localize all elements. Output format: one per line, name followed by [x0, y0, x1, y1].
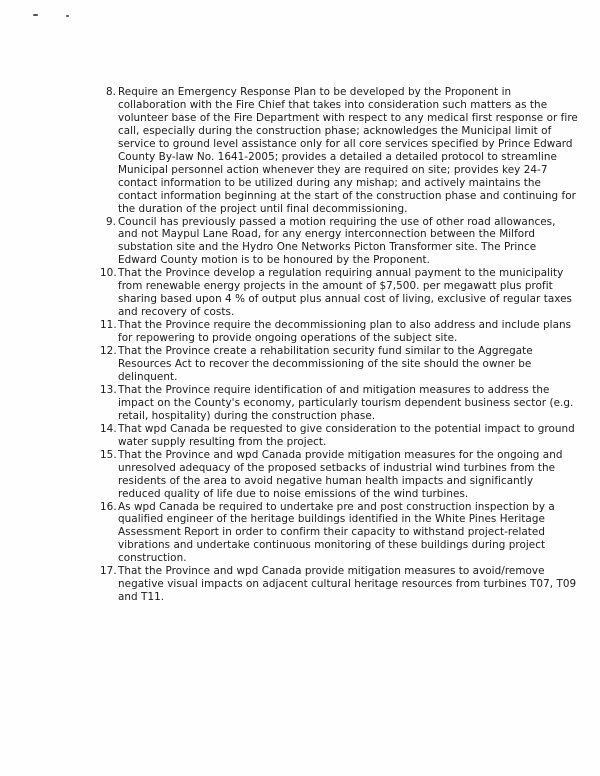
item-text: That the Province and wpd Canada provide mitigation measures to avoid/remove negative visual impacts on adjacent cultural heritage resources from turbines T07, T09 and T11. [118, 565, 577, 604]
item-number: 10. [100, 267, 117, 280]
item-text: Council has previously passed a motion requiring the use of other road allowances, and not Maypul Lane Road, for any energy interconnection between the Milford substation site and the Hydro One Networks Picton Transformer site. The Prince Edward County motion is to be honoured by the Proponent. [118, 215, 556, 267]
item-number: 15. [100, 448, 117, 461]
item-text: That the Province require the decommissioning plan to also address and include plans for repowering to provide ongoing operations of the subject site. [118, 319, 572, 345]
list-item [100, 384, 578, 423]
item-text: As wpd Canada be required to undertake pre and post construction inspection by a qualified engineer of the heritage buildings identified in the White Pines Heritage Assessment Report in order to confirm their capacity to withstand project-related vibrations and undertake continuous monitoring of these buildings during project construction. [118, 500, 555, 565]
list-item [100, 216, 578, 268]
item-number: 8. [106, 86, 117, 98]
item-number: 9. [106, 215, 117, 228]
list-item [100, 345, 578, 384]
scan-mark [66, 15, 69, 17]
scan-mark [33, 14, 38, 16]
item-number: 16. [100, 500, 117, 513]
list-item [100, 449, 578, 501]
item-number: 13. [100, 383, 117, 396]
item-text: That the Province and wpd Canada provide mitigation measures for the ongoing and unresolved adequacy of the proposed setbacks of industrial wind turbines from the residents of the area to avoid negative human health impacts and significantly reduced quality of life due to noise emissions of the wind turbines. [118, 448, 563, 500]
item-number: 14. [100, 422, 117, 435]
list-item [100, 501, 578, 566]
item-text: That the Province develop a regulation requiring annual payment to the municipality from renewable energy projects in the amount of $7,500. per megawatt plus profit sharing based upon 4 % of output plus annual cost of living, exclusive of regular taxes and recovery of costs. [118, 267, 573, 319]
list-item [100, 423, 578, 449]
list-item [100, 565, 578, 604]
list-item [100, 319, 578, 345]
item-text: That the Province require identification of and mitigation measures to address the impact on the County's economy, particularly tourism dependent business sector (e.g. retail, hospitality) during the construction phase. [118, 383, 574, 422]
item-text: That the Province create a rehabilitation security fund similar to the Aggregate Resources Act to recover the decommissioning of the site should the owner be delinquent. [118, 345, 533, 383]
list-item [100, 267, 578, 319]
recommendations-list [100, 86, 578, 604]
item-text: That wpd Canada be requested to give consideration to the potential impact to ground water supply resulting from the project. [118, 422, 575, 448]
item-number: 17. [100, 565, 117, 578]
item-text: Require an Emergency Response Plan to be developed by the Proponent in collaboration with the Fire Chief that takes into consideration such matters as the volunteer base of the Fire Department with respect to any medical first response or fire call, especially during the construction phase; acknowledges the Municipal limit of service to ground level assistance only for all core services specified by Prince Edward County By-law No. 1641-2005; provides a detailed a detailed protocol to streamline Municipal personnel action whenever they are required on site; provides key 24-7 contact information to be utilized during any mishap; and actively maintains the contact information beginning at the start of the construction phase and continuing for the duration of the project until final decommissioning. [118, 86, 578, 215]
item-number: 11. [100, 319, 117, 332]
item-number: 12. [100, 345, 117, 358]
list-item [100, 86, 578, 216]
